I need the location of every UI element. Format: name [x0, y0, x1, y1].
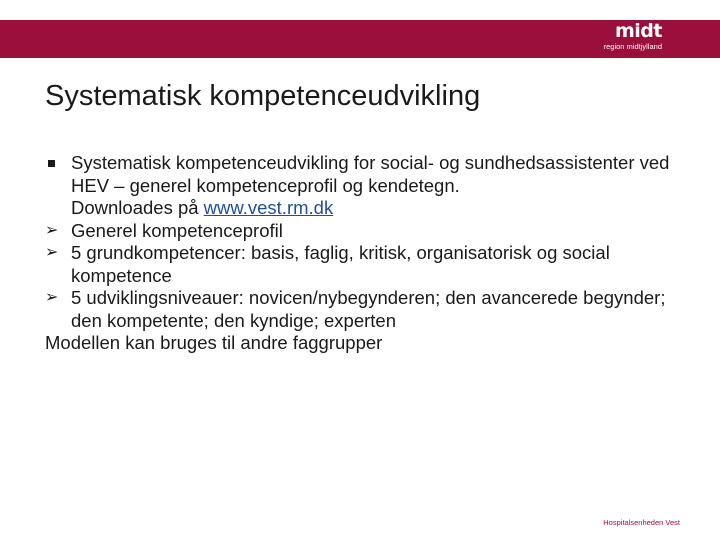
slide-content [45, 152, 685, 355]
square-bullet-icon [48, 160, 55, 167]
bullet-item-1-text: Systematisk kompetenceudvikling for social- og sundhedsassistenter ved HEV – generel kompetenceprofil og kendetegn. [71, 152, 670, 196]
bullet-item-2 [45, 220, 685, 243]
footer-text: Hospitalsenheden Vest [603, 518, 680, 527]
slide-title: Systematisk kompetenceudvikling [45, 80, 481, 112]
bullet-item-3-text: 5 grundkompetencer: basis, faglig, kritisk, organisatorisk og social kompetence [71, 242, 610, 286]
bullet-item-1 [45, 152, 685, 220]
arrow-bullet-icon: ➢ [45, 221, 59, 239]
closing-line: Modellen kan bruges til andre faggrupper [45, 332, 383, 353]
bullet-item-4 [45, 287, 685, 332]
download-link[interactable]: www.vest.rm.dk [203, 197, 334, 218]
download-prefix: Downloades på [71, 197, 204, 218]
arrow-bullet-icon: ➢ [45, 244, 59, 261]
bullet-item-2-text: Generel kompetenceprofil [71, 219, 283, 241]
logo-subtext: region midtjylland [603, 42, 662, 51]
region-midt-logo [582, 21, 662, 55]
bullet-item-4-text: 5 udviklingsniveauer: novicen/nybegynderen; den avancerede begynder; den kompetente; den kyndige; experten [71, 287, 666, 331]
arrow-bullet-icon: ➢ [45, 289, 59, 306]
logo-word: midt [615, 20, 662, 42]
bullet-item-3 [45, 242, 685, 287]
